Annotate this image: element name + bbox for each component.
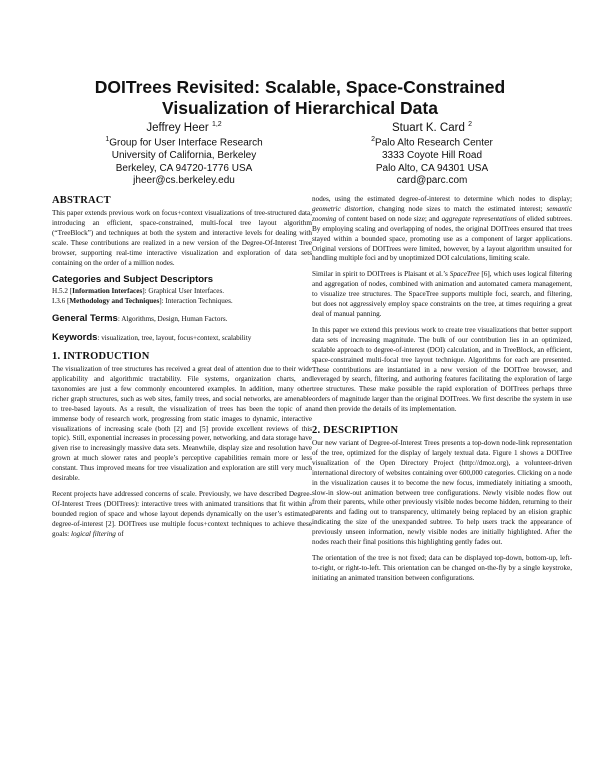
categories-text: H.5.2 [Information Interfaces]: Graphical User Interfaces. I.3.6 [Methodology and Techniques]: Interaction Techniques. — [52, 287, 233, 306]
col2-paragraph-3: In this paper we extend this previous work to create tree visualizations that better support data sets of increasing magnitude. The bulk of our contribution lies in an optimized, scalable approach to degree-of-interest (DOI) calculation, and in TreeBlock, an efficient, space-constrained multi-focal tree layout technique. Algorithms for each are presented. These contributions are instantiated in a new version of the DOITree browser, and leveraged by search, filtering, and authoring features facilitating the exploration of large tree structures. These make possible the rapid exploration of DOITrees perhaps three orders of magnitude larger than the original DOITrees. We first describe the system in use and then provide the details of its implementation. — [312, 325, 572, 414]
intro-paragraph-1: The visualization of tree structures has received a great deal of attention due to their wide applicability and algorithmic tractability. File systems, organization charts, and taxonomies are just a few commonly encountered examples. In addition, many other richer graph structures, such as web sites, family trees, and social networks, are amenable to tree-based layouts. As a result, the visualization of trees has been the topic of an immense body of research work, progressing from static images to dynamic, interactive visualizations of increasing scale (both [2] and [5] provide excellent reviews of this topic). Still, exponential increases in processing power, networking, and data storage have given rise to increasingly massive data sets. Meanwhile, display size and resolution have grown at much slower rates and people’s perceptive capabilities remain more or less constant. Thus improved means for tree visualization and exploration are still very much desirable. — [52, 365, 312, 483]
author-affiliation: $^1$Group for User Interface Research — [105, 136, 263, 149]
right-column — [312, 195, 572, 590]
author-line: 3333 Coyote Hill Road — [381, 150, 483, 162]
author-line: University of California, Berkeley — [111, 150, 257, 162]
author-line: Palo Alto, CA 94301 USA — [375, 162, 489, 174]
introduction-heading: 1. INTRODUCTION — [52, 351, 150, 363]
col2-paragraph-2: Similar in spirit to DOITrees is Plaisant et al.’s SpaceTree [6], which uses logical filtering and aggregation of nodes, combined with animation and automated camera management, to visualize tree structures. The SpaceTree supports multiple foci, search, and filtering, but does not aggressively employ space constraints on the tree, at times requiring a great deal of manual panning. — [312, 270, 572, 318]
author-email: card@parc.com — [396, 175, 468, 187]
author-email: jheer@cs.berkeley.edu — [133, 175, 235, 187]
author-block-1 — [54, 119, 314, 188]
title-line-1: DOITrees Revisited: Scalable, Space-Constrained — [94, 77, 506, 97]
categories-heading: Categories and Subject Descriptors — [52, 274, 214, 286]
author-block-2 — [302, 119, 562, 188]
author-name: Jeffrey Heer $^{1,2}$ — [146, 121, 222, 134]
description-heading: 2. DESCRIPTION — [312, 425, 399, 437]
paper-title — [40, 77, 560, 119]
author-affiliation: $^2$Palo Alto Research Center — [371, 136, 493, 149]
intro-paragraph-2: Recent projects have addressed concerns of scale. Previously, we have described Degree-Of-Interest Trees (DOITrees): interactive trees with animated transitions that fit within a bounded region of space and whose layout depends dynamically on the user’s estimated degree-of-interest [2]. DOITrees use multiple focus+context techniques to achieve these goals: logical filtering of — [52, 489, 312, 538]
abstract-text: This paper extends previous work on focus+context visualizations of tree-structured data, introducing an efficient, space-constrained, multi-focal tree layout algorithm (“TreeBlock”) and techniques at both the system and interactive levels for dealing with scale. These contributions are realized in a new version of the Degree-Of-Interest Tree browser, supporting real-time interactive visualization and exploration of data sets containing on the order of a million nodes. — [52, 209, 312, 267]
description-paragraph-2: The orientation of the tree is not fixed; data can be displayed top-down, bottom-up, left-to-right, or right-to-left. This orientation can be changed on-the-fly by a single keystroke, initiating an animated transition between configurations. — [312, 554, 572, 582]
col2-paragraph-1: nodes, using the estimated degree-of-interest to determine which nodes to display; geometric distortion, changing node sizes to match the estimated interest; semantic zooming of content based on node size; and aggregate representations of elided subtrees. By employing scaling and overlapping of nodes, the original DOITrees ensured that trees stayed within a bounded space, promoting use as a component of larger applications. Original versions of DOITrees were limited, however, by a layout algorithm unsuited for handling multiple foci and by unoptimized DOI calculations, limiting scale. — [312, 195, 573, 263]
left-column — [52, 195, 312, 545]
author-line: Berkeley, CA 94720-1776 USA — [115, 162, 253, 174]
author-name: Stuart K. Card $^2$ — [392, 121, 472, 134]
title-line-2: Visualization of Hierarchical Data — [162, 98, 438, 118]
description-paragraph-1: Our new variant of Degree-of-Interest Trees presents a top-down node-link representation of the tree, optimized for the display of largely textual data. Figure 1 shows a DOITree visualization of the Open Directory Project (http://dmoz.org), a volunteer-driven international directory of websites containing over 600,000 categories. Clicking on a node in the visualization causes it to become the new focus, immediately initiating a smooth, slow-in slow-out animation between tree configurations. Newly visible nodes flow out from their parents, while other previously visible nodes become hidden, returning to their parents and fading out to transparency, ultimately being replaced by an elision graphic indicating the size of the unexpanded subtree. To help users track the appearance of previously unseen information, newly visible nodes are initially highlighted. After the nodes reach their final positions this highlighting gently fades out. — [312, 439, 572, 547]
abstract-heading: ABSTRACT — [52, 195, 111, 206]
general-terms: General Terms: Algorithms, Design, Human Factors. — [52, 313, 228, 325]
keywords: Keywords: visualization, tree, layout, focus+context, scalability — [52, 332, 252, 344]
